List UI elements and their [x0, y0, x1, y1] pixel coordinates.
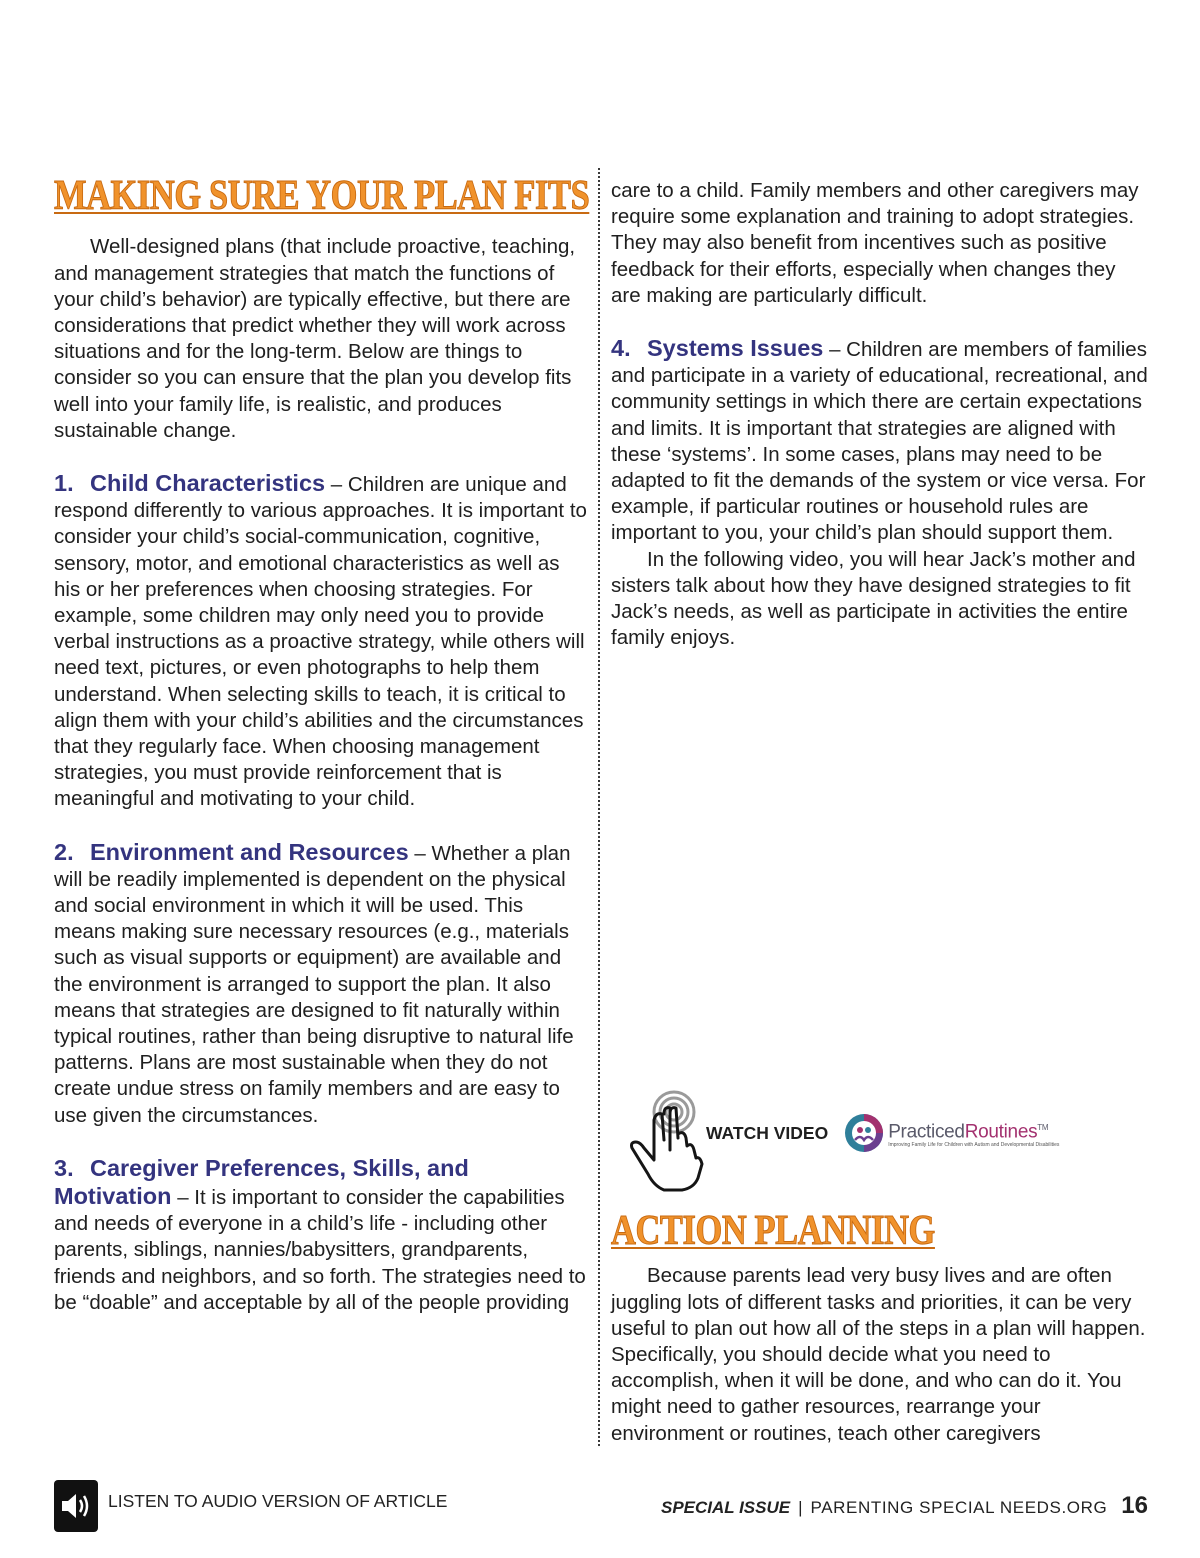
- logo-name-part2: Routines: [964, 1121, 1038, 1143]
- column-divider: [598, 168, 600, 1446]
- watch-video-link[interactable]: [624, 1090, 1124, 1194]
- intro-paragraph: Well-designed plans (that include proactive, teaching, and management strategies that match the functions of your child’s behavior) are typically effective, but there are considerations that predict whether they will work across situations and for the long-term. Below are things to consider so you can ensure that the plan you develop fits well into your family life, is realistic, and produces sustainable change.: [54, 235, 576, 442]
- item-caregiver-preferences: [54, 1155, 589, 1316]
- practiced-routines-logo-icon: [844, 1113, 884, 1153]
- video-intro-paragraph: In the following video, you will hear Jack’s mother and sisters talk about how they have designed strategies to fit Jack’s needs, as well as participate in activities the entire family enjoys.: [611, 547, 1136, 650]
- issue-label: SPECIAL ISSUE: [660, 1498, 791, 1517]
- item-number: 3.: [54, 1154, 74, 1181]
- item-text: – It is important to consider the capabilities and needs of everyone in a child’s life - including other parents, siblings, nannies/babysitters, grandparents, friends and neighbors, and so forth. The strategies need to be “doable” and acceptable by all of the people providing: [54, 1186, 586, 1314]
- item-heading: Systems Issues: [647, 335, 824, 362]
- item-number: 2.: [54, 838, 74, 865]
- listen-audio-link[interactable]: [54, 1480, 447, 1532]
- action-planning-section: [611, 1207, 1151, 1447]
- logo-tm: TM: [1037, 1122, 1049, 1132]
- logo-tagline: Improving Family Life for Children with Autism and Developmental Disabilities: [888, 1142, 1060, 1149]
- right-column: [611, 178, 1148, 651]
- item-child-characteristics: [54, 470, 589, 813]
- page-footer: [661, 1492, 1148, 1520]
- item-systems-issues: [611, 335, 1148, 547]
- section-title-plan-fits: MAKING SURE YOUR PLAN FITS: [54, 173, 590, 219]
- section-title-action-planning: ACTION PLANNING: [611, 1208, 935, 1254]
- left-column: [54, 172, 589, 1316]
- speaker-icon[interactable]: [54, 1480, 98, 1532]
- footer-separator: |: [798, 1498, 803, 1517]
- watch-video-label[interactable]: WATCH VIDEO: [706, 1122, 829, 1143]
- page-number: 16: [1121, 1492, 1148, 1519]
- tap-hand-icon[interactable]: [624, 1090, 704, 1194]
- action-planning-paragraph: Because parents lead very busy lives and are often juggling lots of different tasks and priorities, it can be very useful to plan out how all of the steps in a plan will happen. Specifically, you should decide what you need to accomplish, when it will be done, and who can do it. You might need to gather resources, rearrange your environment or routines, teach other caregivers: [611, 1264, 1146, 1445]
- item-number: 1.: [54, 469, 74, 496]
- item-text: – Whether a plan will be readily implemented is dependent on the physical and social environment in which it will be used. This means making sure necessary resources (e.g., materials such as visual supports or equipment) are available and the environment is arranged to support the plan. It also means that strategies are designed to fit naturally within typical routines, rather than being disruptive to natural life patterns. Plans are most sustainable when they do not create undue stress on family members and are easy to use given the circumstances.: [54, 841, 574, 1127]
- audio-label[interactable]: LISTEN TO AUDIO VERSION OF ARTICLE: [108, 1490, 448, 1511]
- practiced-routines-logo: [844, 1113, 1059, 1153]
- item-text: – Children are members of families and participate in a variety of educational, recreational, and community settings in which there are certain expectations and limits. It is important that strategies are aligned with these ‘systems’. In some cases, plans may need to be adapted to fit the demands of the system or vice versa. For example, if particular routines or household rules are important to you, your child’s plan should support them.: [611, 338, 1148, 545]
- item-text: – Children are unique and respond differently to various approaches. It is important to consider your child’s social-communication, cognitive, sensory, motor, and emotional characteristics as well as his or her preferences when choosing strategies. For example, some children may only need you to provide verbal instructions as a proactive strategy, while others will need text, pictures, or even photographs to help them understand. When selecting skills to teach, it is critical to align them with your child’s abilities and the circumstances that they regularly face. When choosing management strategies, you must provide reinforcement that is meaningful and motivating to your child.: [54, 472, 587, 811]
- item-heading: Environment and Resources: [90, 838, 409, 865]
- item-heading: Child Characteristics: [90, 469, 326, 496]
- item-heading: Caregiver Preferences, Skills, and Motivation: [54, 1154, 469, 1209]
- site-name: PARENTING SPECIAL NEEDS.ORG: [810, 1498, 1108, 1517]
- continued-paragraph: care to a child. Family members and other caregivers may require some explanation and training to adopt strategies. They may also benefit from incentives such as positive feedback for their efforts, especially when changes they are making are particularly difficult.: [611, 179, 1139, 307]
- item-environment-resources: [54, 839, 589, 1129]
- logo-name-part1: Practiced: [888, 1121, 965, 1143]
- item-number: 4.: [611, 335, 631, 362]
